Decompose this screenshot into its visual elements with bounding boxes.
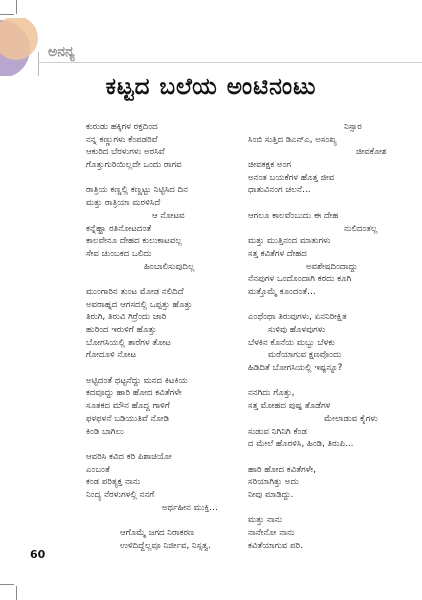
- poem-line: ಸೂತಕದ ಮೌನ ಹೊದ್ದ ಗಾಳಿಗೆ: [86, 401, 170, 412]
- stanza-break: [86, 273, 218, 286]
- page-number: 60: [30, 548, 46, 561]
- poem-line: ಸುಡುವ ನಿಗಿನಿಗಿ ಕೆಂಡ: [248, 426, 307, 437]
- crop-mark: [16, 586, 17, 600]
- poem-line: ಕದವೂದ್ದು ಹಾರಿ ಹೋದ ಕವಿತೆಗಳೇ: [86, 388, 182, 399]
- poem-line: ನಿಸ್ಸಾರ: [344, 122, 362, 132]
- poem-line: ಎಂಥೆಂಥಾ ತಿರುವುಗಳು, ಏನನಿರೀಕ್ಷಿತ: [248, 312, 347, 323]
- poem-line: ನೀವು ಮಾಡಿದ್ದು.: [248, 489, 294, 500]
- poem-line: ಆಕುರಿದ ಬೆರಳುಗಳು ಅರಸಿವೆ: [86, 147, 165, 158]
- crop-mark: [16, 0, 17, 14]
- poem-line: ಹಿಂಬಾಲಿಸುವುದಿಲ್ಲ: [144, 261, 195, 272]
- poem-line: ಅಟ್ಟಿದಂತೆ ಥಟ್ಟನೆದ್ದು ಮನದ ಕಿಟಕಿಯ: [86, 375, 188, 386]
- poem-line: ಬೋಗಸಿಯಲ್ಲಿ ತಾರೆಗಳ ತೋಟ: [86, 337, 171, 348]
- poem-line: ನುಲಿದಂತಲ್ಲ: [344, 223, 378, 234]
- crop-mark: [0, 584, 14, 585]
- stanza-break: [248, 299, 387, 312]
- poem-line: ಅವಶೇಷದಿಂದಾದ್ದು: [306, 261, 358, 272]
- poem-line: ಮೇಲಾಡುವ ಕೈಗಳು: [324, 413, 378, 424]
- poem-line: ಜೀವಕಕ್ಷಕ ಅಂಗ: [248, 160, 292, 171]
- poem-line: ಅರ್ಥಹೀನ ಮುಕ್ತಿ…: [162, 502, 218, 513]
- stanza-break: [248, 197, 387, 210]
- poem-line: ಸರಿಯಾಗಿತ್ತು ಅದು: [248, 477, 299, 488]
- poem-line: ಜೀವಕೋಶ: [356, 147, 387, 158]
- poem-line: ಮತ್ತೊಮ್ಮೆ ಕೂಂದಂತೆ…: [248, 286, 316, 297]
- poem-line: ಗೋದೂಳಿ ನೋಟ: [86, 350, 137, 361]
- poem-column-left: [86, 121, 218, 552]
- poem-line: ಹಾರಿ ಹೋದ ಕವಿತೆಗಳೇ,: [248, 464, 316, 475]
- poem-line: ಮರೆಯಾಗುವ ಕ್ಷಣವೊಂದು: [268, 350, 342, 361]
- poem-line: ಅನಂತ ಬಯಕೆಗಳ ಹೊತ್ತ ಜೀವ: [248, 172, 335, 183]
- poem-line: ಮತ್ತು ರಾತ್ರಿಯಾ ಮರಳಿಸಿದೆ: [86, 198, 161, 209]
- stanza-break: [248, 451, 387, 464]
- poem-line: ಕನ್ನೆಹ್ಹಾ ರತಿನೋಟದಂತೆ: [86, 223, 152, 234]
- poem-line: ನನಗಿದು ಗೊತ್ತು,: [248, 388, 295, 399]
- header-rule: [38, 62, 422, 63]
- poem-line: ಹಿಡಿದಿತೆ ಬೋಗಸಿಯಲ್ಲಿ ಇಷ್ಟನ್ನೂ?: [248, 363, 343, 374]
- poem-title: ಕಟ್ಟದ ಬಲೆಯ ಅಂಟಿನಂಟು: [105, 74, 317, 100]
- poem-line: ಫಳಫಳನೆ ಬಡಿಯುತಿವೆ ನೋಡಿ: [86, 413, 170, 424]
- poem-line: ಸಿಂಬಿ ಸುತ್ತಿದ ಡಿಎನ್ಎ, ಅಸಂಖ್ಯ: [248, 134, 337, 145]
- poem-line: ಕವಿತೆಯಾಗುವ ಪರಿ.: [248, 540, 303, 551]
- poem-line: ಆ ನೋಟವ: [152, 210, 185, 221]
- poem-line: ಆಗಲೂ ಕಾಲವೆಂಬುದು ಈ ದೇಹ: [248, 210, 339, 221]
- poem-line: ಆಗೊಮ್ಮೆ ಜಗದ ನಿರಾಕರಣ: [120, 528, 195, 538]
- orange-circle: [0, 18, 38, 60]
- stanza-break: [86, 514, 218, 527]
- stanza-break: [86, 362, 218, 375]
- stanza-break: [248, 502, 387, 515]
- section-label: ಅನನ್ಯ: [48, 44, 75, 60]
- margin-line: [38, 52, 39, 76]
- poem-line: ಉಳಿದಿದ್ದೆಲ್ಲವೂ ನಿರ್ಜೀವ, ನಿಸ್ಸತ್ವ.: [120, 540, 211, 551]
- poem-line: ಅವರಾಹ್ನದ ಆಗಸದಲ್ಲಿ ಒಪ್ಪತ್ತು ಹೊತ್ತು: [86, 299, 193, 310]
- poem-line: ಬೆಳಕಿನ ಕೊನೆಯ ಮಬ್ಬು ಬೆಳಕು: [248, 337, 335, 348]
- poem-column-right: [248, 121, 387, 552]
- poem-line: ಹುರಿಂದ ಇರುಳಿಗೆ ಹೊತ್ತು: [86, 325, 157, 335]
- poem-line: ಕಂಡ ಪರಿತ್ಯಕ್ತ ನಾನು: [86, 477, 141, 488]
- poem-line: ನನ್ನ ಕಣ್ಣುಗಳು ಕೆಂಪಡರಿವೆ: [86, 134, 158, 145]
- poem-line: ದ ಮೇಲೆ ಹೊರಳಿಸಿ, ಹಿಂಡಿ, ತಿರುಪಿ…: [248, 439, 354, 450]
- stanza-break: [86, 438, 218, 451]
- stanza-break: [86, 172, 218, 185]
- poem-line: ನಾನೇನೋ ನಾನು: [248, 528, 295, 538]
- poem-line: ರಾತ್ರಿಯ ಕಣ್ಣಲ್ಲಿ ಕಣ್ಣಟ್ಟು ನಿಟ್ಟಿಸಿದ ದಿನ: [86, 185, 188, 196]
- poem-line: ಕಿಂಡಿ ಬಾಗಿಲು: [86, 426, 124, 437]
- poem-line: ಸತ್ತ ಕವಿತೆಗಳ ದೇಹದ: [248, 248, 307, 259]
- header-decoration: [0, 18, 44, 76]
- poem-line: ಸತ್ತ ಮೋಹದ ಪುಷ್ಪ ತೊಡೆಗಳ: [248, 401, 331, 412]
- poem-line: ಕುರುಡು ಹಕ್ಕಿಗಳ ರಕ್ತದಿಂದ: [86, 122, 158, 132]
- poem-line: ಕಾಲವೇನೂ ದೇಹದ ಕುಲುಕಾಟವಲ್ಲ: [86, 236, 182, 247]
- crop-mark: [0, 14, 14, 15]
- poem-line: ತಿರುಗಿ, ತಿರುವಿ ಗಿರ್ರೆಂದು ಜಾರಿ: [86, 312, 167, 323]
- poem-line: ಸೇವ ಚುಂಬಕದ ಒಲಿದು: [86, 248, 152, 259]
- poem-line: ನಿಂದ್ಯ ನೆರಳುಗಳಲ್ಲಿ ನನಗೆ: [86, 489, 155, 500]
- poem-line: ಮತ್ತು ನಾನು: [248, 515, 283, 526]
- poem-line: ಎಂಬಂತೆ: [86, 464, 110, 475]
- poem-line: ಸುಳಿವು ಹೊಳವುಗಳು: [268, 325, 326, 335]
- poem-line: ಮತ್ತು ಮುತ್ತಿನಂದ ಮಾತುಗಳು: [248, 236, 331, 247]
- stanza-break: [248, 375, 387, 388]
- poem-line: ಮುಂಗಾರಿನ ತುಂಟ ಮೋಡ ನಲಿದಿದೆ: [86, 286, 184, 297]
- poem-line: ಆವರಿಸಿ ಕವಿದ ಕರಿ ಪಿಶಾಚಿಯೋ: [86, 451, 172, 462]
- poem-line: ಧಾತುವಿನಂಗ ಚಲನೆ…: [248, 185, 311, 196]
- poem-line: ನೆನಪುಗಳ ಒಂದೊಂದಾಗಿ ಕರದು ಕೂಗಿ: [248, 274, 352, 285]
- poem-line: ಗೊತ್ತುಗುರಿಯಿಲ್ಲದೇ ಒಂದು ರಾಗವ: [86, 160, 182, 171]
